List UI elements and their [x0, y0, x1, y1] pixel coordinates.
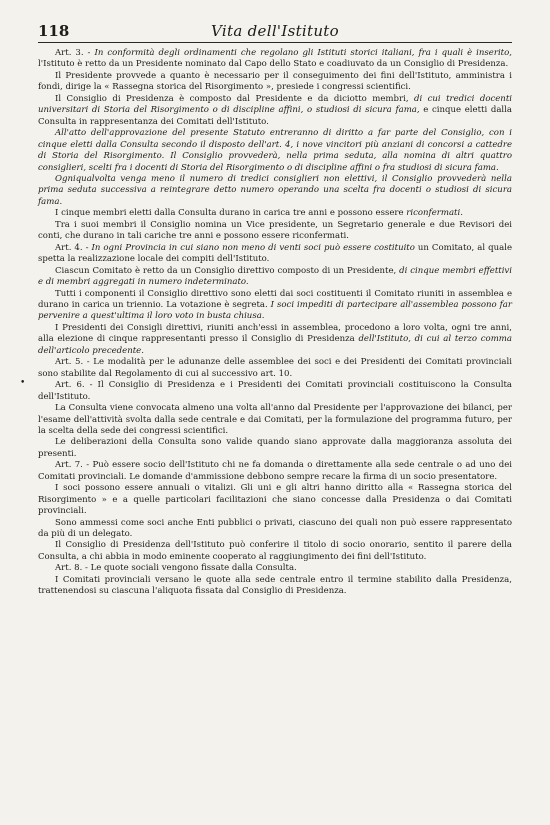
paragraph: Tutti i componenti il Consiglio direttivo sono eletti dai soci costituenti il Comitato riuniti in assemblea e durano in carica un triennio. La votazione è segreta. I soci impediti di partecipare all'assemblea possono far pervenire a quest'ultima il loro voto in busta chiusa. — [38, 288, 512, 322]
page-number: 118 — [38, 22, 70, 40]
paragraph: La Consulta viene convocata almeno una volta all'anno dal Presidente per l'approvazione dei bilanci, per l'esame dell'attività svolta dalla sede centrale e dai Comitati, per la formulazione del programma futuro, per la scelta della sede dei congressi scientifici. — [38, 403, 512, 436]
paragraph: I soci possono essere annuali o vitalizi. Gli uni e gli altri hanno diritto alla « Rassegna storica del Risorgimento » e a quelle particolari facilitazioni che siano concesse dalla Presidenza o dai Comitati provinciali. — [38, 483, 512, 517]
paragraph: Tra i suoi membri il Consiglio nomina un Vice presidente, un Segretario generale e due Revisori dei conti, che durano in tali cariche tre anni e possono essere riconfermati. — [38, 219, 512, 242]
paragraph: Art. 3. - In conformità degli ordinamenti che regolano gli Istituti storici italiani, fra i quali è inserito, l'Istituto è retto da un Presidente nominato dal Capo dello Stato e coadiuvato da un Consiglio di Presidenza. — [38, 48, 512, 70]
paragraph: I Presidenti dei Consigli direttivi, riuniti anch'essi in assemblea, procedono a loro volta, ogni tre anni, alla elezione di cinque rappresentanti presso il Consiglio di Presidenza dell'Istituto, di cui al terzo comma dell'articolo precedente. — [38, 322, 512, 356]
page-body — [38, 48, 512, 598]
paragraph: All'atto dell'approvazione del presente Statuto entreranno di diritto a far parte del Consiglio, con i cinque eletti dalla Consulta secondo il disposto dell'art. 4, i nove vincitori più anziani di concorsi a cattedre di Storia del Risorgimento. Il Consiglio provvederà, nella prima seduta, alla nomina di altri quattro consiglieri, scelti fra i docenti di Storia del Risorgimento o di discipline affini o fra studiosi di sicura fama. — [38, 128, 512, 173]
margin-dot: • — [20, 378, 26, 388]
paragraph: Il Consiglio di Presidenza è composto dal Presidente e da diciotto membri, di cui tredici docenti universitari di Storia del Risorgimento o di discipline affini, o studiosi di sicura fama, e cinque eletti dalla Consulta in rappresentanza dei Comitati dell'Istituto. — [38, 93, 512, 127]
paragraph: Art. 8. - Le quote sociali vengono fissate dalla Consulta. — [55, 563, 297, 574]
paragraph: Ciascun Comitato è retto da un Consiglio direttivo composto di un Presidente, di cinque membri effettivi e di membri aggregati in numero indeterminato. — [38, 265, 512, 288]
paragraph: Sono ammessi come soci anche Enti pubblici o privati, ciascuno dei quali non può essere rappresentato da più di un delegato. — [38, 517, 512, 540]
paragraph: Il Consiglio di Presidenza dell'Istituto può conferire il titolo di socio onorario, sentito il parere della Consulta, a chi abbia in modo eminente cooperato al raggiungimento dei fini dell'Istituto. — [38, 540, 512, 562]
paragraph: I Comitati provinciali versano le quote alla sede centrale entro il termine stabilito dalla Presidenza, trattenendosi su ciascuna l'aliquota fissata dal Consiglio di Presidenza. — [38, 574, 512, 597]
paragraph: Art. 5. - Le modalità per le adunanze delle assemblee dei soci e dei Presidenti dei Comitati provinciali sono stabilite dal Regolamento di cui al successivo art. 10. — [38, 357, 512, 379]
header-rule — [38, 42, 512, 43]
paragraph: Il Presidente provvede a quanto è necessario per il conseguimento dei fini dell'Istituto, amministra i fondi, dirige la « Rassegna storica del Risorgimento », presiede i congressi scientifici. — [38, 70, 512, 93]
paragraph: I cinque membri eletti dalla Consulta durano in carica tre anni e possono essere riconfermati. — [55, 208, 463, 219]
page-header — [38, 18, 512, 40]
paragraph: Art. 7. - Può essere socio dell'Istituto chi ne fa domanda o direttamente alla sede centrale o ad uno dei Comitati provinciali. Le domande d'ammissione debbono sempre recare la firma di un socio presentatore. — [38, 460, 512, 482]
paragraph: Le deliberazioni della Consulta sono valide quando siano approvate dalla maggioranza assoluta dei presenti. — [38, 437, 512, 459]
paragraph: Art. 4. - In ogni Provincia in cui siano non meno di venti soci può essere costituito un Comitato, al quale spetta la realizzazione locale dei compiti dell'Istituto. — [38, 242, 512, 265]
paragraph: Ogniqualvolta venga meno il numero di tredici consiglieri non elettivi, il Consiglio provvederà nella prima seduta successiva a reintegrare detto numero operando una scelta fra docenti o studiosi di sicura fama. — [38, 173, 512, 207]
paragraph: Art. 6. - Il Consiglio di Presidenza e i Presidenti dei Comitati provinciali costituiscono la Consulta dell'Istituto. — [38, 380, 512, 402]
running-title: Vita dell'Istituto — [211, 22, 339, 40]
